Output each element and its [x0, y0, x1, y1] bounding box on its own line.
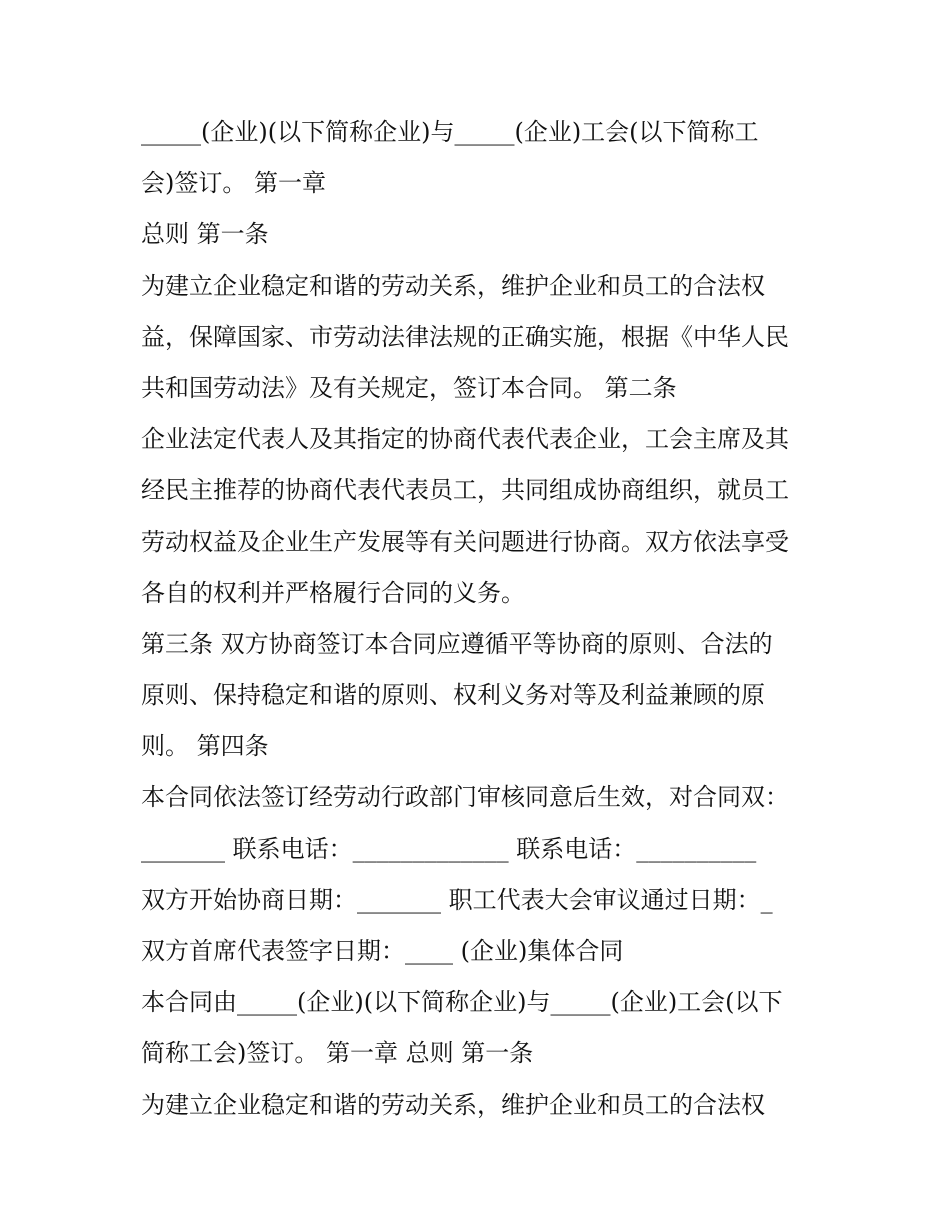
text-line: 双方首席代表签字日期：____ (企业)集体合同 — [141, 937, 624, 965]
text-line: _______ 联系电话：_____________ 联系电话：__________ — [141, 834, 757, 863]
document-body — [141, 110, 821, 1134]
text-line: 劳动权益及企业生产发展等有关问题进行协商。双方依法享受 — [141, 527, 789, 556]
text-line: 总则 第一条 — [141, 220, 269, 249]
text-line: 为建立企业稳定和谐的劳动关系，维护企业和员工的合法权 — [141, 1090, 765, 1119]
text-line: 益，保障国家、市劳动法律法规的正确实施，根据《中华人民 — [141, 322, 789, 351]
text-line: _____(企业)(以下简称企业)与_____(企业)工会(以下简称工 — [141, 118, 759, 146]
text-line: 为建立企业稳定和谐的劳动关系，维护企业和员工的合法权 — [141, 271, 765, 300]
text-line: 本合同依法签订经劳动行政部门审核同意后生效，对合同双： — [141, 783, 789, 812]
text-line: 简称工会)签订。 第一章 总则 第一条 — [141, 1039, 534, 1068]
text-line: 原则、保持稳定和谐的原则、权利义务对等及利益兼顾的原 — [141, 681, 765, 710]
text-line: 企业法定代表人及其指定的协商代表代表企业，工会主席及其 — [141, 425, 789, 454]
text-line: 会)签订。 第一章 — [141, 169, 326, 198]
text-line: 双方开始协商日期：_______ 职工代表大会审议通过日期：_ — [141, 885, 773, 914]
text-line: 本合同由_____(企业)(以下简称企业)与_____(企业)工会(以下 — [141, 988, 783, 1017]
text-line: 经民主推荐的协商代表代表员工，共同组成协商组织，就员工 — [141, 476, 789, 505]
text-line: 则。 第四条 — [141, 732, 269, 761]
text-line: 第三条 双方协商签订本合同应遵循平等协商的原则、合法的 — [141, 629, 773, 658]
text-line: 共和国劳动法》及有关规定，签订本合同。 第二条 — [141, 373, 677, 402]
text-line: 各自的权利并严格履行合同的义务。 — [141, 578, 525, 607]
